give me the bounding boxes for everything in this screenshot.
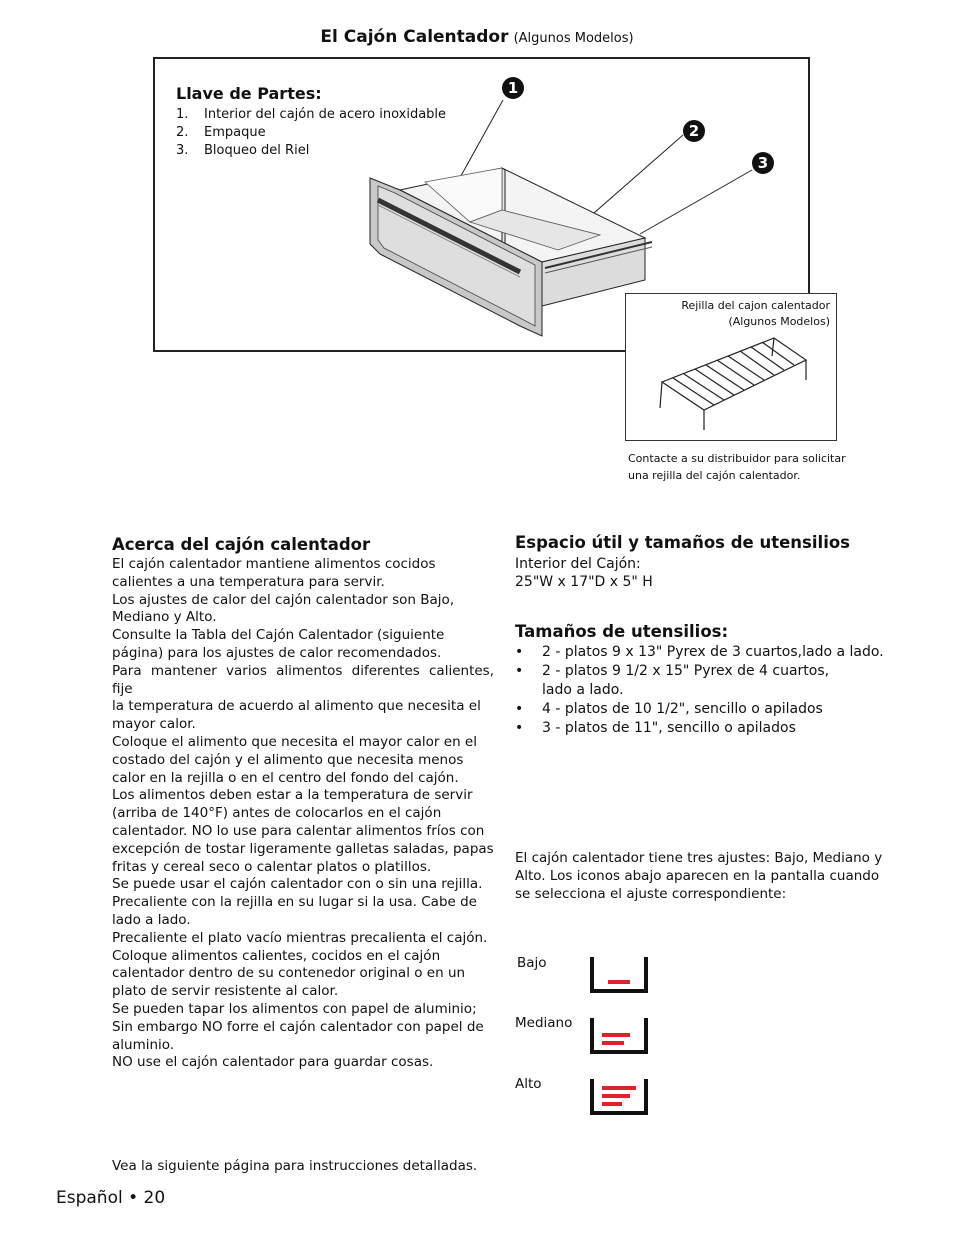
heat-bar (608, 980, 630, 984)
heat-high-icon (588, 1077, 650, 1117)
page-number: Español • 20 (56, 1188, 166, 1208)
rack-icon (656, 332, 836, 436)
footer-note: Vea la siguiente página para instrucciones detalladas. (112, 1158, 478, 1174)
about-line: Precaliente con la rejilla en su lugar si la usa. Cabe de (112, 894, 477, 911)
about-line: excepción de tostar ligeramente galletas saladas, papas (112, 840, 494, 857)
list-item: • 2 - platos 9 1/2 x 15" Pyrex de 4 cuartos, lado a lado. (515, 663, 830, 698)
title-subtitle: (Algunos Modelos) (513, 31, 634, 46)
about-line: calentador. NO lo use para calentar alimentos fríos con (112, 822, 485, 839)
about-line: Los alimentos deben estar a la temperatura de servir (112, 787, 473, 804)
about-line: página) para los ajustes de calor recomendados. (112, 644, 442, 661)
about-line: aluminio. (112, 1036, 175, 1053)
list-item: • 3 - platos de 11", sencillo o apilados (515, 720, 796, 736)
about-line: Coloque alimentos calientes, cocidos en el cajón (112, 947, 441, 964)
about-paragraph (112, 556, 494, 1072)
parts-key-item: 3. Bloqueo del Riel (176, 143, 310, 158)
about-heading: Acerca del cajón calentador (112, 535, 371, 554)
about-line: Consulte la Tabla del Cajón Calentador (siguiente (112, 627, 445, 644)
about-line: Sin embargo NO forre el cajón calentador con papel de (112, 1018, 484, 1035)
heat-bar (602, 1086, 636, 1090)
parts-key-heading: Llave de Partes: (176, 84, 322, 103)
about-line: Para mantener varios alimentos diferentes calientes, fije (112, 662, 494, 697)
setting-label-low: Bajo (517, 955, 547, 971)
setting-label-high: Alto (515, 1076, 542, 1092)
about-line: Precaliente el plato vacío mientras precalienta el cajón. (112, 929, 488, 946)
about-line: plato de servir resistente al calor. (112, 983, 339, 1000)
heat-low-icon (588, 955, 650, 995)
space-heading: Espacio útil y tamaños de utensilios (515, 533, 851, 552)
utensils-list (515, 643, 884, 738)
about-line: calentador dentro de su contenedor original o en un (112, 965, 466, 982)
callout-1-icon: 1 (502, 77, 524, 99)
settings-paragraph: El cajón calentador tiene tres ajustes: Bajo, Mediano y Alto. Los iconos abajo aparecen en la pantalla cuando se selecciona el ajuste correspondiente: (515, 850, 883, 902)
about-line: costado del cajón y el alimento que necesita menos (112, 751, 464, 768)
about-line: Mediano y Alto. (112, 609, 217, 626)
parts-key-item: 1. Interior del cajón de acero inoxidable (176, 107, 447, 122)
about-line: Los ajustes de calor del cajón calentador son Bajo, (112, 591, 455, 608)
heat-bar (602, 1102, 622, 1106)
about-line: calor en la rejilla o en el centro del fondo del cajón. (112, 769, 459, 786)
setting-label-medium: Mediano (515, 1015, 573, 1031)
about-line: fritas y cereal seco o calentar platos o platillos. (112, 858, 432, 875)
rack-note: Contacte a su distribuidor para solicitar una rejilla del cajón calentador. (628, 452, 846, 482)
space-dimensions: Interior del Cajón: 25"W x 17"D x 5" H (515, 556, 653, 590)
about-line: Se puede usar el cajón calentador con o sin una rejilla. (112, 876, 483, 893)
parts-key-item: 2. Empaque (176, 125, 266, 140)
rack-inset (625, 293, 837, 441)
callout-3-icon: 3 (752, 152, 774, 174)
utensils-heading: Tamaños de utensilios: (515, 622, 729, 641)
about-line: lado a lado. (112, 911, 191, 928)
about-line: Se pueden tapar los alimentos con papel de aluminio; (112, 1000, 477, 1017)
icon-bracket (592, 957, 646, 991)
about-line: NO use el cajón calentador para guardar cosas. (112, 1054, 434, 1071)
about-line: (arriba de 140°F) antes de colocarlos en el cajón (112, 805, 442, 822)
list-item: • 4 - platos de 10 1/2", sencillo o apilados (515, 701, 823, 717)
callout-2-icon: 2 (683, 120, 705, 142)
rack-caption: Rejilla del cajon calentador (Algunos Modelos) (681, 299, 830, 328)
about-line: El cajón calentador mantiene alimentos cocidos (112, 556, 436, 572)
about-line: mayor calor. (112, 716, 196, 733)
list-item: • 2 - platos 9 x 13" Pyrex de 3 cuartos,lado a lado. (515, 644, 884, 660)
about-line: la temperatura de acuerdo al alimento que necesita el (112, 698, 481, 715)
title-text: El Cajón Calentador (320, 27, 509, 47)
heat-bar (602, 1094, 630, 1098)
about-line: Coloque el alimento que necesita el mayor calor en el (112, 733, 477, 750)
heat-medium-icon (588, 1016, 650, 1056)
heat-bar (602, 1041, 624, 1045)
about-line: calientes a una temperatura para servir. (112, 573, 385, 590)
heat-bar (602, 1033, 630, 1037)
